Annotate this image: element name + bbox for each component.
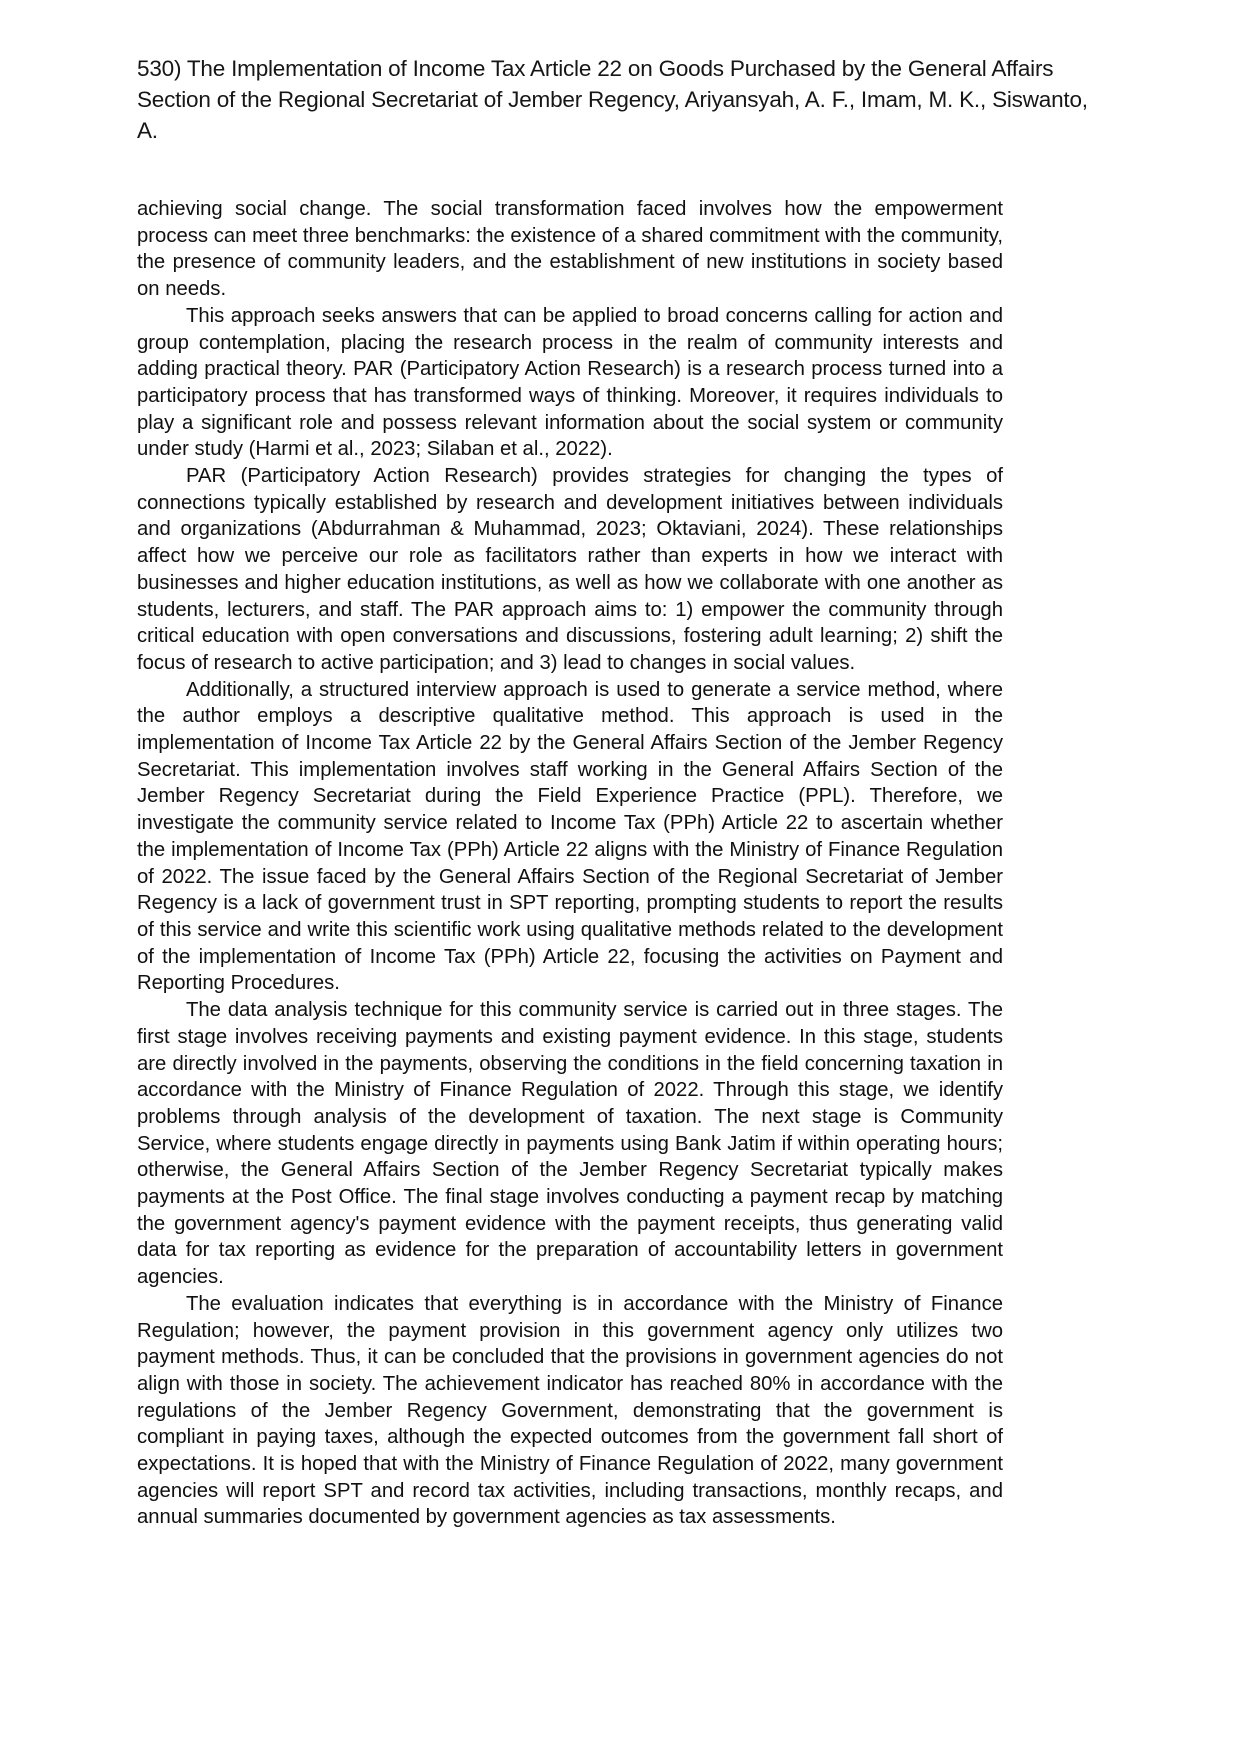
paragraph: The data analysis technique for this community service is carried out in three stages. The first stage involves receiving payments and existing payment evidence. In this stage, students are directly involved in the payments, observing the conditions in the field concerning taxation in accordance with the Ministry of Finance Regulation of 2022. Through this stage, we identify problems through analysis of the development of taxation. The next stage is Community Service, where students engage directly in payments using Bank Jatim if within operating hours; otherwise, the General Affairs Section of the Jember Regency Secretariat typically makes payments at the Post Office. The final stage involves conducting a payment recap by matching the government agency's payment evidence with the payment receipts, thus generating valid data for tax reporting as evidence for the preparation of accountability letters in government agencies. bbox=[137, 999, 1003, 1289]
body-text bbox=[137, 196, 1003, 1531]
paragraph-continued: achieving social change. The social transformation faced involves how the empowerment process can meet three benchmarks: the existence of a shared commitment with the community, the presence of community leaders, and the establishment of new institutions in society based on needs. bbox=[137, 198, 1003, 301]
paragraph: The evaluation indicates that everything is in accordance with the Ministry of Finance Regulation; however, the payment provision in this government agency only utilizes two payment methods. Thus, it can be concluded that the provisions in government agencies do not align with those in society. The achievement indicator has reached 80% in accordance with the regulations of the Jember Regency Government, demonstrating that the government is compliant in paying taxes, although the expected outcomes from the government fall short of expectations. It is hoped that with the Ministry of Finance Regulation of 2022, many government agencies will report SPT and record tax activities, including transactions, monthly recaps, and annual summaries documented by government agencies as tax assessments. bbox=[137, 1292, 1003, 1529]
paragraph: Additionally, a structured interview approach is used to generate a service method, where the author employs a descriptive qualitative method. This approach is used in the implementation of Income Tax Article 22 by the General Affairs Section of the Jember Regency Secretariat. This implementation involves staff working in the General Affairs Section of the Jember Regency Secretariat during the Field Experience Practice (PPL). Therefore, we investigate the community service related to Income Tax (PPh) Article 22 to ascertain whether the implementation of Income Tax (PPh) Article 22 aligns with the Ministry of Finance Regulation of 2022. The issue faced by the General Affairs Section of the Regional Secretariat of Jember Regency is a lack of government trust in SPT reporting, prompting students to report the results of this service and write this scientific work using qualitative methods related to the development of the implementation of Income Tax (PPh) Article 22, focusing the activities on Payment and Reporting Procedures. bbox=[137, 678, 1003, 995]
paragraph: This approach seeks answers that can be applied to broad concerns calling for action and group contemplation, placing the research process in the realm of community interests and adding practical theory. PAR (Participatory Action Research) is a research process turned into a participatory process that has transformed ways of thinking. Moreover, it requires individuals to play a significant role and possess relevant information about the social system or community under study (Harmi et al., 2023; Silaban et al., 2022). bbox=[137, 304, 1003, 461]
running-head: 530) The Implementation of Income Tax Article 22 on Goods Purchased by the General Affairs Section of the Regional Secretariat of Jember Regency, Ariyansyah, A. F., Imam, M. K., Siswanto, A. bbox=[137, 56, 1088, 143]
paragraph: PAR (Participatory Action Research) provides strategies for changing the types of connections typically established by research and development initiatives between individuals and organizations (Abdurrahman & Muhammad, 2023; Oktaviani, 2024). These relationships affect how we perceive our role as facilitators rather than experts in how we interact with businesses and higher education institutions, as well as how we collaborate with one another as students, lecturers, and staff. The PAR approach aims to: 1) empower the community through critical education with open conversations and discussions, fostering adult learning; 2) shift the focus of research to active participation; and 3) lead to changes in social values. bbox=[137, 465, 1003, 674]
